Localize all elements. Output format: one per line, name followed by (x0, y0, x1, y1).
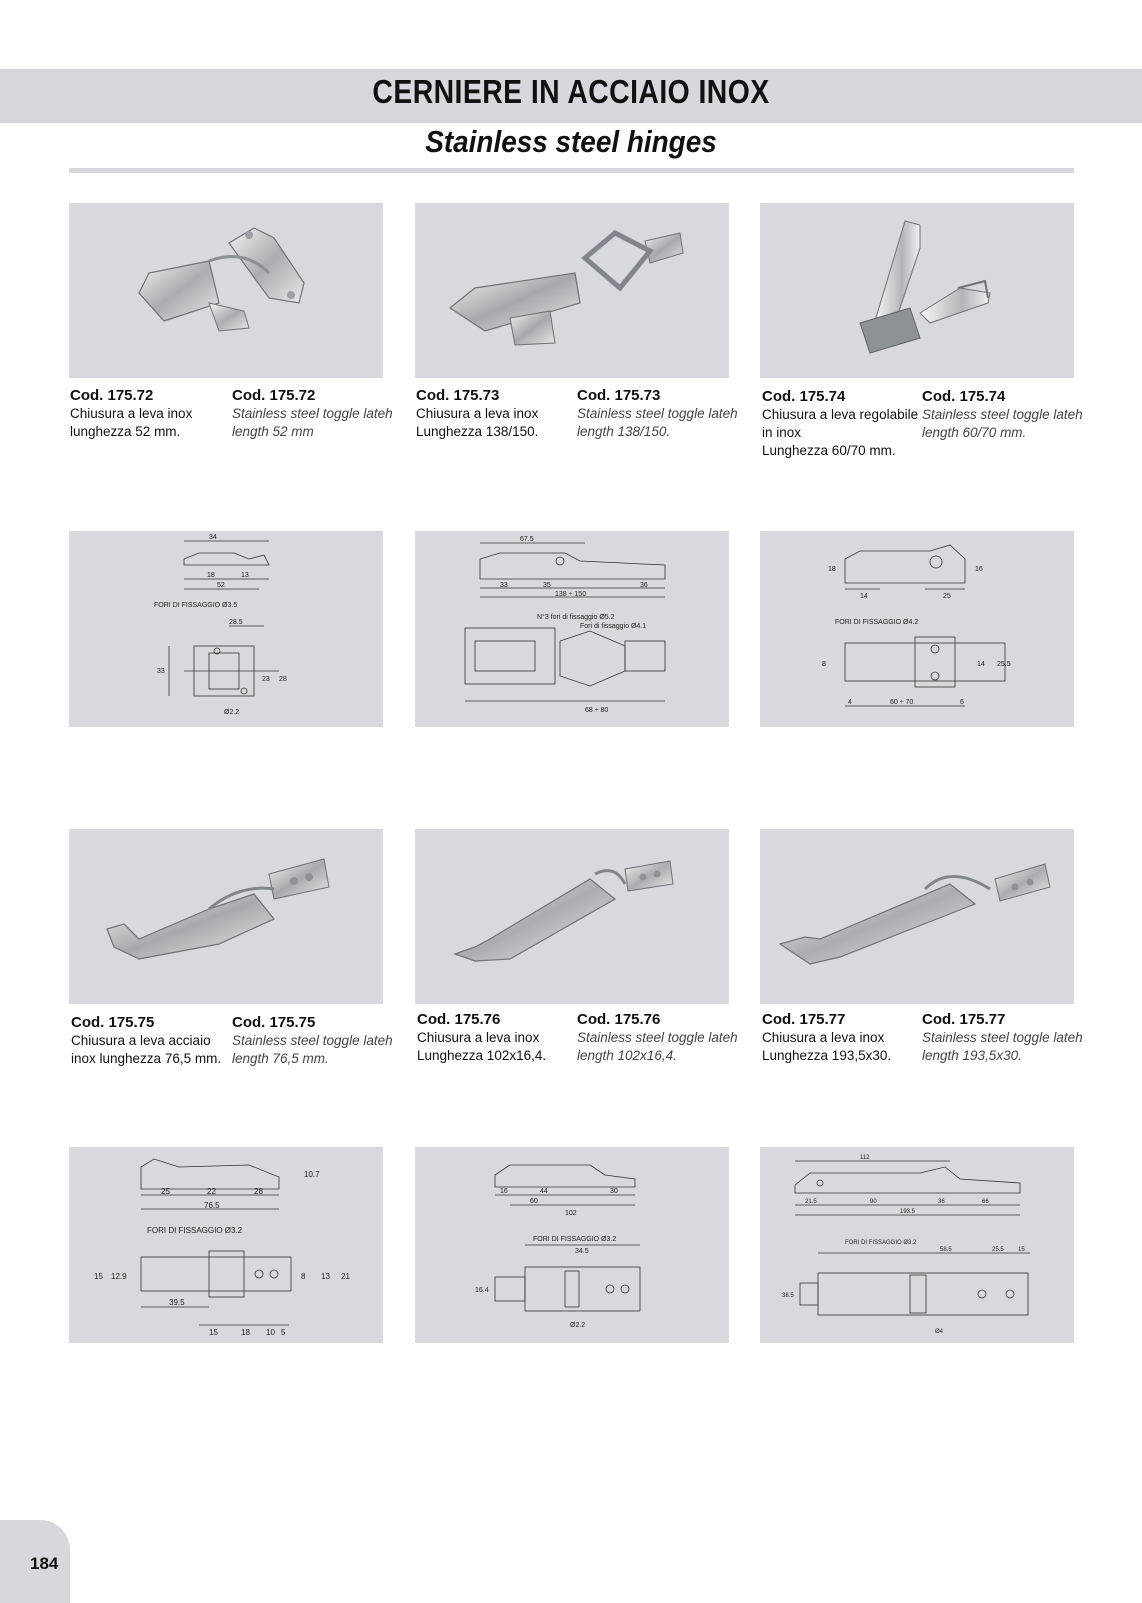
product-desc-en: Stainless steel toggle lateh length 193,5x30. (922, 1030, 1083, 1063)
dim-label: 5 (281, 1328, 286, 1337)
fix-label: FORI DI FISSAGGIO Ø3.5 (154, 602, 238, 609)
header-rule (69, 168, 1074, 173)
product-desc-it: Chiusura a leva inox Lunghezza 102x16,4. (417, 1030, 547, 1063)
dim-label: 58.5 (940, 1247, 952, 1253)
dim-label: 25 (161, 1187, 170, 1196)
dim-label: 16 (975, 566, 983, 573)
dim-label: 15 (94, 1272, 103, 1281)
caption-it-175-73 (416, 386, 581, 441)
fix-label: FORI DI FISSAGGIO Ø3.2 (845, 1240, 917, 1246)
caption-it-175-75 (71, 1013, 246, 1068)
product-code: Cod. 175.72 (70, 387, 154, 404)
dim-label: 16 (500, 1188, 508, 1195)
product-code: Cod. 175.76 (417, 1011, 501, 1028)
dim-label: 112 (860, 1155, 870, 1161)
dim-label: 102 (565, 1210, 577, 1217)
dim-label: Ø2.2 (224, 709, 240, 716)
dim-label: 52 (217, 582, 225, 589)
dim-label: 90 (870, 1199, 877, 1205)
dim-label: 68 ÷ 80 (585, 707, 609, 714)
dim-label: 18 (207, 572, 215, 579)
dim-label: 36 (938, 1199, 945, 1205)
caption-en-175-73 (577, 386, 742, 441)
product-desc-it: Chiusura a leva regolabile in inox Lunghezza 60/70 mm. (762, 407, 919, 458)
fix-label: N°3 fori di fissaggio Ø5.2 (537, 614, 615, 621)
product-desc-en: Stainless steel toggle lateh length 102x16,4. (577, 1030, 738, 1063)
caption-it-175-72 (70, 386, 235, 441)
technical-drawing-icon (69, 531, 383, 727)
toggle-latch-photo-icon (69, 829, 383, 1004)
dim-label: 14 (860, 593, 868, 600)
dim-label: 60 (530, 1198, 538, 1205)
dim-label: 60 ÷ 70 (890, 699, 914, 706)
dim-label: 39.5 (169, 1298, 185, 1307)
drawing-175-73 (415, 531, 729, 727)
dim-label: 66 (982, 1199, 989, 1205)
dim-label: 28 (279, 676, 287, 683)
dim-label: 10.7 (304, 1170, 320, 1179)
dim-label: 138 ÷ 150 (555, 591, 587, 598)
dim-label: 33 (157, 668, 165, 675)
dim-label: 33 (500, 582, 508, 589)
caption-it-175-77 (762, 1010, 927, 1065)
technical-drawing-icon (69, 1147, 383, 1343)
dim-label: 18 (828, 566, 836, 573)
technical-drawing-icon (760, 531, 1074, 727)
product-desc-it: Chiusura a leva inox Lunghezza 193,5x30. (762, 1030, 892, 1063)
toggle-latch-photo-icon (415, 829, 729, 1004)
drawing-175-75 (69, 1147, 383, 1343)
dim-label: 18 (241, 1328, 250, 1337)
fix-label: FORI DI FISSAGGIO Ø3.2 (533, 1236, 617, 1243)
dim-label: 36 (640, 582, 648, 589)
caption-en-175-77 (922, 1010, 1087, 1065)
dim-label: 34.5 (575, 1248, 589, 1255)
toggle-latch-photo-icon (760, 203, 1074, 378)
product-code: Cod. 175.76 (577, 1011, 661, 1028)
dim-label: 193.5 (900, 1209, 916, 1215)
dim-label: 21.5 (805, 1199, 817, 1205)
caption-en-175-72 (232, 386, 397, 441)
dim-label: 6 (960, 699, 964, 706)
product-code: Cod. 175.74 (922, 388, 1006, 405)
page-number: 184 (30, 1554, 59, 1573)
dim-label: 21 (341, 1272, 350, 1281)
product-desc-it: Chiusura a leva acciaio inox lunghezza 76,5 mm. (71, 1033, 222, 1066)
dim-label: 15 (209, 1328, 218, 1337)
dim-label: 23 (262, 676, 270, 683)
caption-en-175-76 (577, 1010, 742, 1065)
drawing-175-76 (415, 1147, 729, 1343)
dim-label: 10 (266, 1328, 275, 1337)
photo-175-73 (415, 203, 729, 378)
dim-label: 13 (321, 1272, 330, 1281)
caption-it-175-76 (417, 1010, 582, 1065)
dim-label: 25.5 (992, 1247, 1004, 1253)
dim-label: 44 (540, 1188, 548, 1195)
dim-label: 35 (543, 582, 551, 589)
fix-label: FORI DI FISSAGGIO Ø4.2 (835, 619, 919, 626)
product-desc-en: Stainless steel toggle lateh length 52 mm (232, 406, 393, 439)
photo-175-72 (69, 203, 383, 378)
product-code: Cod. 175.75 (71, 1014, 155, 1031)
dim-label: Ø4 (935, 1329, 944, 1335)
product-code: Cod. 175.73 (577, 387, 661, 404)
dim-label: 30 (610, 1188, 618, 1195)
photo-175-75 (69, 829, 383, 1004)
dim-label: 13 (241, 572, 249, 579)
page-title: CERNIERE IN ACCIAIO INOX (372, 73, 770, 110)
fix-label: Fori di fissaggio Ø4.1 (580, 623, 647, 630)
technical-drawing-icon (415, 531, 729, 727)
product-desc-en: Stainless steel toggle lateh length 60/70 mm. (922, 407, 1083, 440)
product-code: Cod. 175.77 (922, 1011, 1006, 1028)
toggle-latch-photo-icon (415, 203, 729, 378)
dim-label: 34 (209, 534, 217, 541)
dim-label: 8 (301, 1272, 306, 1281)
dim-label: Ø2.2 (570, 1322, 586, 1329)
product-code: Cod. 175.77 (762, 1011, 846, 1028)
product-desc-en: Stainless steel toggle lateh length 138/150. (577, 406, 738, 439)
toggle-latch-photo-icon (760, 829, 1074, 1004)
drawing-175-77 (760, 1147, 1074, 1343)
dim-label: 8 (822, 661, 826, 668)
technical-drawing-icon (415, 1147, 729, 1343)
dim-label: 4 (848, 699, 852, 706)
photo-175-76 (415, 829, 729, 1004)
dim-label: 12.9 (111, 1272, 127, 1281)
product-desc-it: Chiusura a leva inox Lunghezza 138/150. (416, 406, 539, 439)
drawing-175-72 (69, 531, 383, 727)
caption-en-175-74 (922, 387, 1087, 442)
dim-label: 67.5 (520, 536, 534, 543)
product-code: Cod. 175.74 (762, 388, 846, 405)
toggle-latch-photo-icon (69, 203, 383, 378)
caption-it-175-74 (762, 387, 932, 460)
dim-label: 38.5 (782, 1293, 794, 1299)
dim-label: 15 (1018, 1247, 1025, 1253)
fix-label: FORI DI FISSAGGIO Ø3.2 (147, 1226, 243, 1235)
photo-175-74 (760, 203, 1074, 378)
product-desc-it: Chiusura a leva inox lunghezza 52 mm. (70, 406, 193, 439)
dim-label: 28.5 (229, 619, 243, 626)
technical-drawing-icon (760, 1147, 1074, 1343)
dim-label: 76.5 (204, 1201, 220, 1210)
page-subtitle: Stainless steel hinges (425, 124, 717, 159)
product-desc-en: Stainless steel toggle lateh length 76,5 mm. (232, 1033, 393, 1066)
drawing-175-74 (760, 531, 1074, 727)
dim-label: 25 (943, 593, 951, 600)
caption-en-175-75 (232, 1013, 397, 1068)
product-code: Cod. 175.73 (416, 387, 500, 404)
product-code: Cod. 175.72 (232, 387, 316, 404)
product-code: Cod. 175.75 (232, 1014, 316, 1031)
dim-label: 25.5 (997, 661, 1011, 668)
dim-label: 14 (977, 661, 985, 668)
dim-label: 28 (254, 1187, 263, 1196)
dim-label: 22 (207, 1187, 216, 1196)
photo-175-77 (760, 829, 1074, 1004)
dim-label: 16.4 (475, 1287, 489, 1294)
